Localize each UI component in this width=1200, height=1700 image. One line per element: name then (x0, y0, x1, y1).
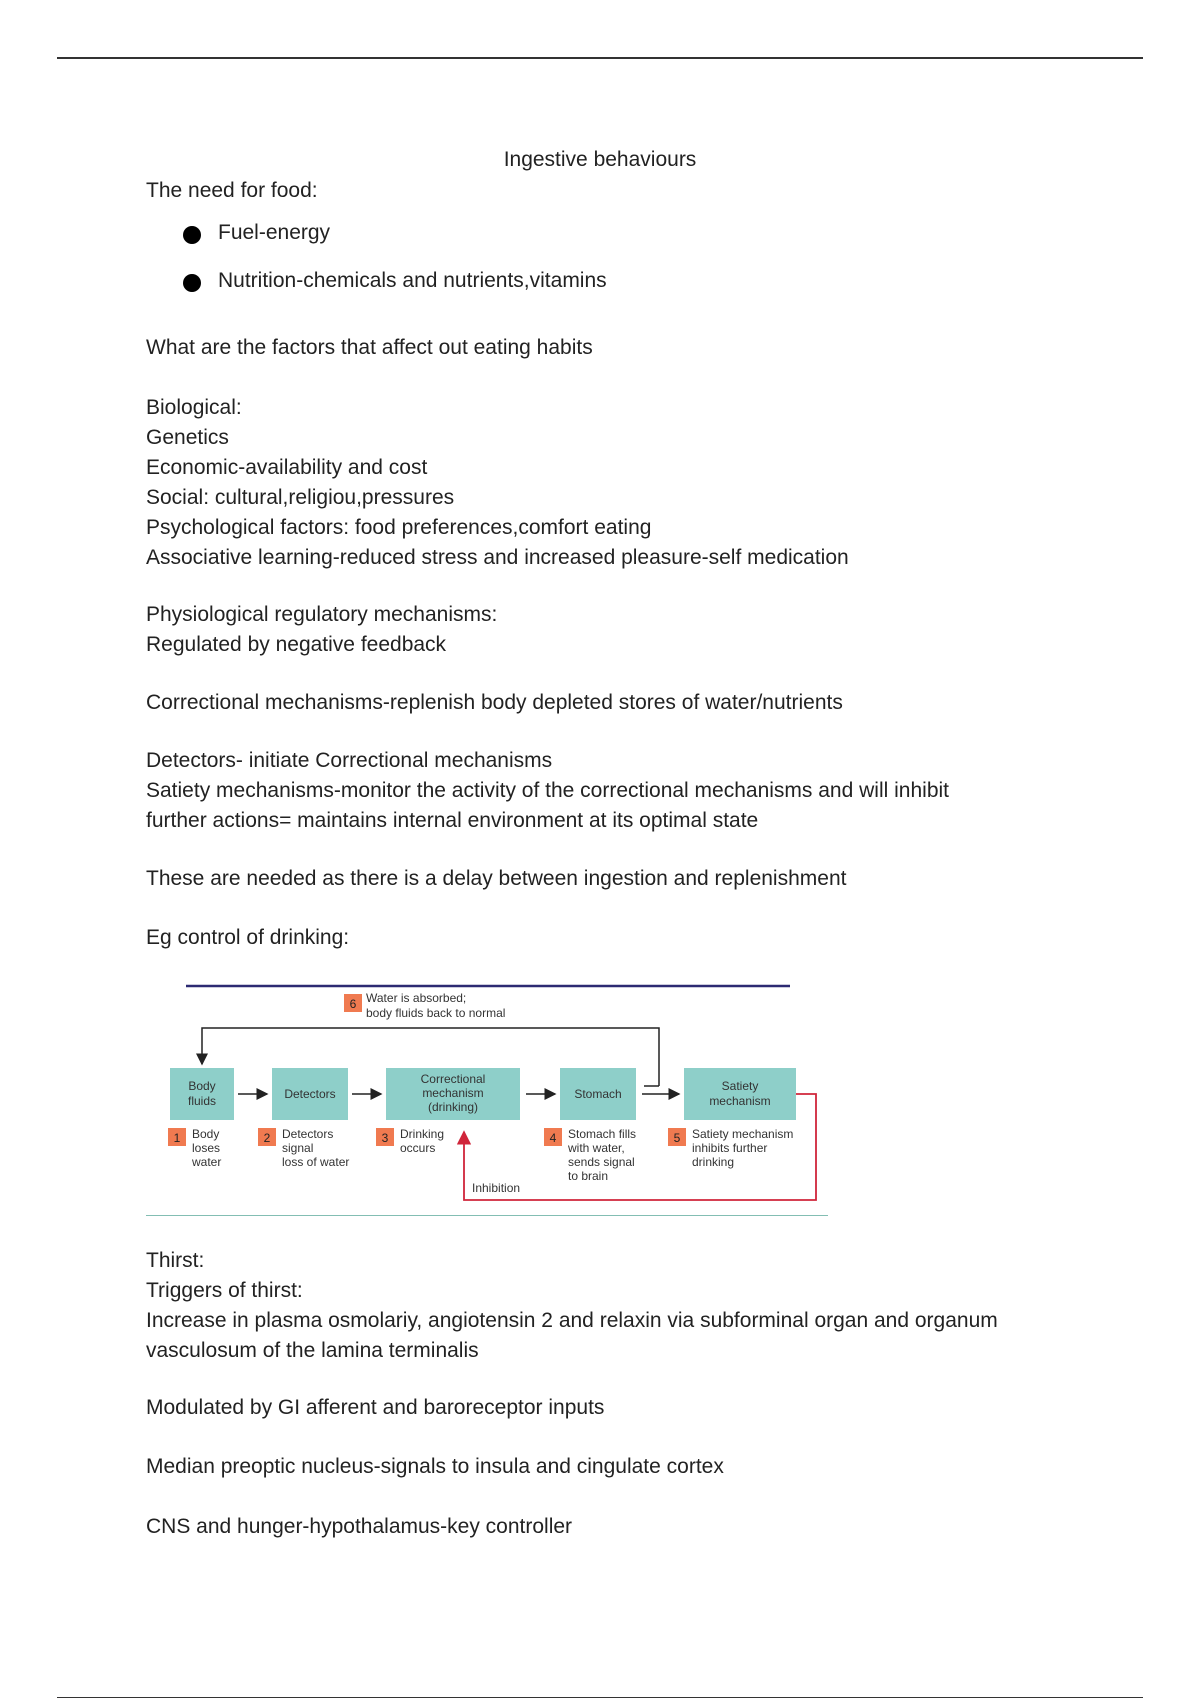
step4-label: Stomach fills (568, 1127, 637, 1141)
step6-label: Water is absorbed; (366, 991, 467, 1005)
factors-list (146, 393, 1066, 573)
factor-line: Psychological factors: food preferences,comfort eating (146, 516, 652, 539)
step3-label: Drinking (400, 1127, 445, 1141)
triggers-heading: Triggers of thirst: (146, 1279, 303, 1302)
example-heading: Eg control of drinking: (146, 926, 350, 949)
step6-label: body fluids back to normal (366, 1006, 506, 1020)
needed-text: These are needed as there is a delay between ingestion and replenishment (146, 867, 847, 890)
step4-label: with water, (568, 1141, 625, 1155)
step1-number: 1 (173, 1131, 181, 1145)
triggers-text-cont: vasculosum of the lamina terminalis (146, 1339, 479, 1362)
box-stomach-label: Stomach (574, 1087, 622, 1101)
page-title: Ingestive behaviours (503, 148, 697, 171)
box-body-fluids-label: fluids (187, 1094, 217, 1108)
physio-line: Regulated by negative feedback (146, 633, 447, 656)
box-satiety-label: Satiety (721, 1079, 759, 1093)
need-heading: The need for food: (146, 179, 318, 202)
cns-text: CNS and hunger-hypothalamus-key controller (146, 1515, 573, 1538)
physio-heading: Physiological regulatory mechanisms: (146, 603, 498, 626)
step1-label: water (192, 1155, 222, 1169)
box-correctional-label: Correctional (420, 1072, 486, 1086)
factor-line: Economic-availability and cost (146, 456, 428, 479)
box-detectors-label: Detectors (284, 1087, 336, 1101)
box-body-fluids-label: Body (188, 1079, 216, 1093)
factor-line: Social: cultural,religiou,pressures (146, 486, 455, 509)
bullet-text: Fuel-energy (218, 221, 331, 244)
modulated-text: Modulated by GI afferent and baroreceptor inputs (146, 1396, 605, 1419)
bottom-rule (57, 1697, 1143, 1698)
thirst-heading: Thirst: (146, 1249, 205, 1272)
detectors-text: Detectors- initiate Correctional mechanisms (146, 749, 553, 772)
physio-section (146, 600, 1066, 660)
top-rule (57, 57, 1143, 59)
factor-line: Genetics (146, 426, 229, 449)
step5-label: Satiety mechanism (692, 1127, 794, 1141)
median-text: Median preoptic nucleus-signals to insula and cingulate cortex (146, 1455, 724, 1478)
step4-number: 4 (549, 1131, 557, 1145)
step2-label: loss of water (282, 1155, 350, 1169)
drinking-control-diagram (146, 976, 836, 1216)
detectors-section (146, 746, 1066, 836)
inhibition-label: Inhibition (472, 1181, 521, 1195)
step2-label: signal (282, 1141, 314, 1155)
step2-number: 2 (263, 1131, 271, 1145)
factor-line: Associative learning-reduced stress and increased pleasure-self medication (146, 546, 849, 569)
step3-number: 3 (381, 1131, 389, 1145)
correctional-text: Correctional mechanisms-replenish body depleted stores of water/nutrients (146, 691, 843, 714)
step3-label: occurs (400, 1141, 436, 1155)
box-correctional-label: mechanism (422, 1086, 484, 1100)
bullet-dot-icon (183, 226, 201, 244)
factor-line: Biological: (146, 396, 242, 419)
step2-label: Detectors (282, 1127, 334, 1141)
step5-number: 5 (673, 1131, 681, 1145)
bullet-dot-icon (183, 274, 201, 292)
triggers-text: Increase in plasma osmolariy, angiotensin 2 and relaxin via subforminal organ and organum (146, 1309, 998, 1332)
step6-number: 6 (349, 997, 357, 1011)
step5-label: inhibits further (692, 1141, 768, 1155)
step4-label: sends signal (568, 1155, 635, 1169)
step5-label: drinking (692, 1155, 735, 1169)
satiety-text-cont: further actions= maintains internal environment at its optimal state (146, 809, 759, 832)
bullet-text: Nutrition-chemicals and nutrients,vitamins (218, 269, 607, 292)
satiety-text: Satiety mechanisms-monitor the activity of the correctional mechanisms and will inhibit (146, 779, 949, 802)
step1-label: Body (192, 1127, 220, 1141)
factors-question: What are the factors that affect out eating habits (146, 336, 593, 359)
step4-label: to brain (568, 1169, 609, 1183)
step1-label: loses (192, 1141, 221, 1155)
thirst-section (146, 1246, 1066, 1366)
box-satiety-label: mechanism (709, 1094, 771, 1108)
box-correctional-label: (drinking) (427, 1100, 479, 1114)
